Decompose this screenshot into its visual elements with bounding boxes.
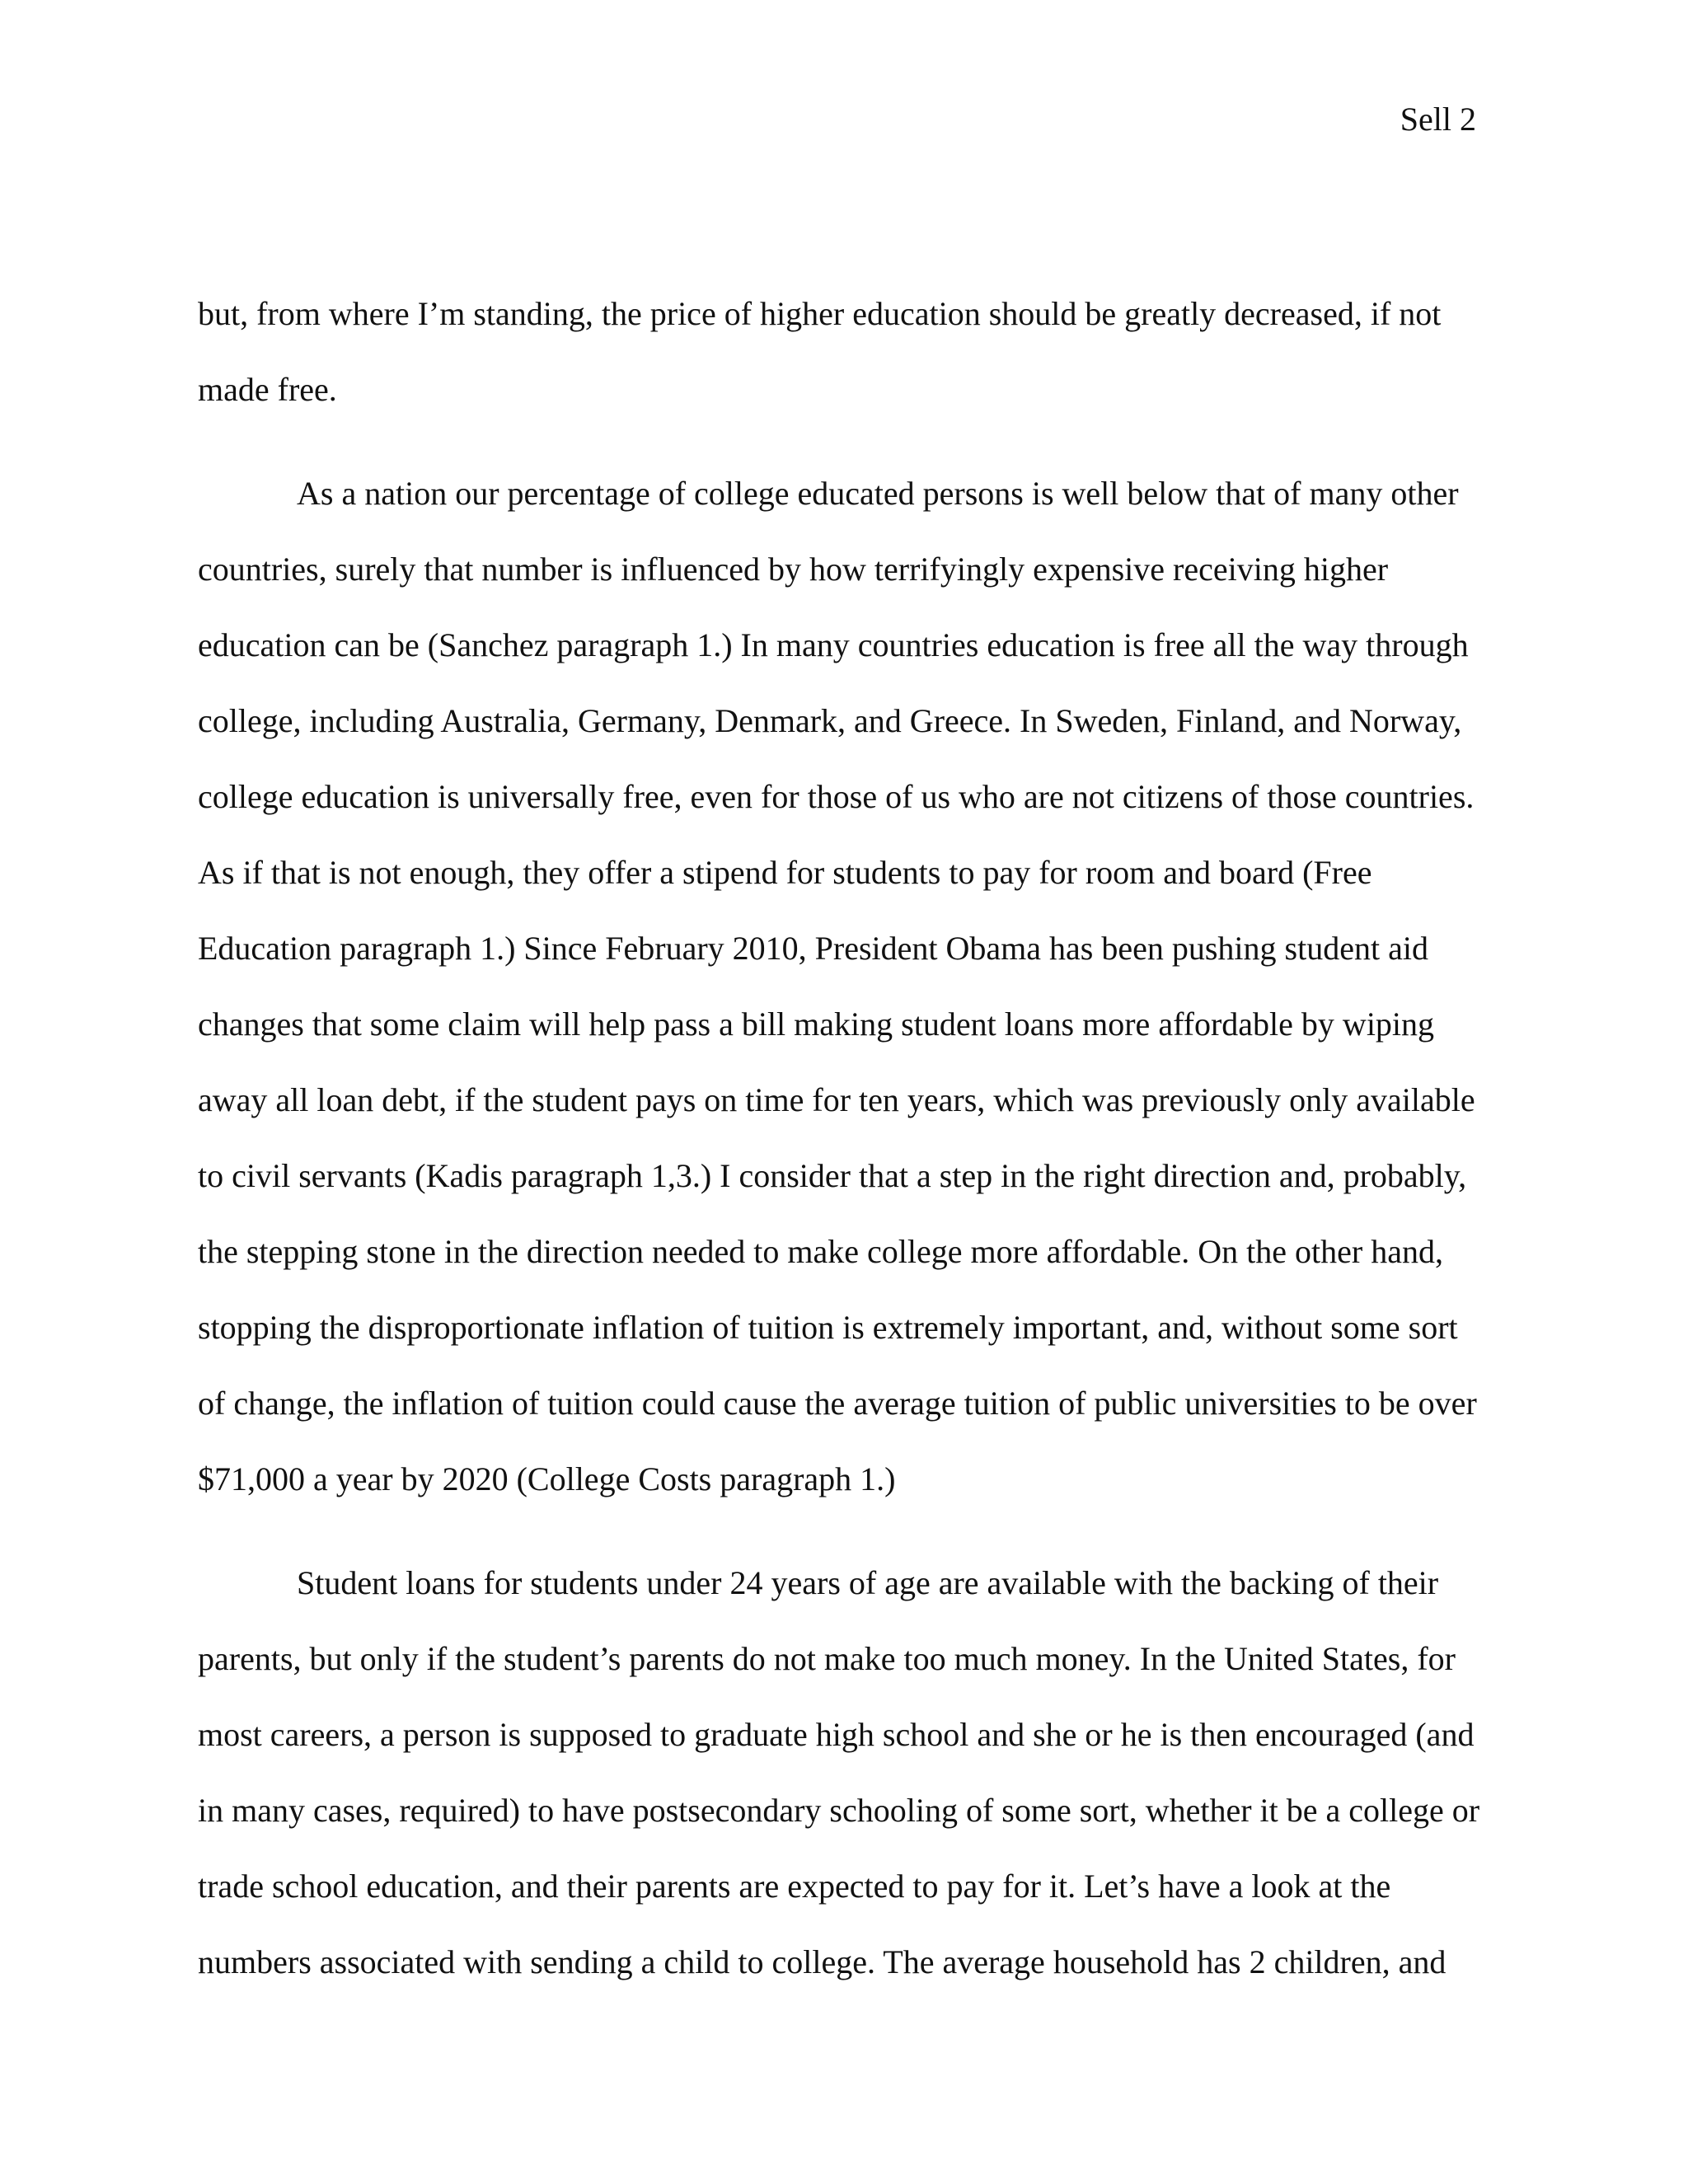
document-body bbox=[198, 276, 1496, 2000]
text-line: but, from where I’m standing, the price of higher education should be greatly decreased, if not bbox=[198, 295, 1442, 332]
text-line: away all loan debt, if the student pays on time for ten years, which was previously only available bbox=[198, 1081, 1475, 1118]
paragraph-gap bbox=[198, 1517, 1496, 1545]
text-line: As if that is not enough, they offer a stipend for students to pay for room and board (Free bbox=[198, 854, 1372, 891]
text-line: made free. bbox=[198, 371, 337, 408]
text-line: numbers associated with sending a child to college. The average household has 2 children, and bbox=[198, 1943, 1447, 1980]
text-line: in many cases, required) to have postsecondary schooling of some sort, whether it be a college or bbox=[198, 1792, 1480, 1829]
paragraph bbox=[198, 456, 1496, 1517]
paragraph bbox=[198, 1545, 1496, 2000]
text-line: most careers, a person is supposed to graduate high school and she or he is then encouraged (and bbox=[198, 1716, 1475, 1753]
text-line: college education is universally free, even for those of us who are not citizens of those countries. bbox=[198, 778, 1475, 815]
text-line: countries, surely that number is influenced by how terrifyingly expensive receiving higher bbox=[198, 551, 1389, 588]
running-head: Sell 2 bbox=[1400, 101, 1476, 138]
text-line: the stepping stone in the direction needed to make college more affordable. On the other hand, bbox=[198, 1233, 1443, 1270]
text-line: of change, the inflation of tuition could cause the average tuition of public universities to be over bbox=[198, 1385, 1477, 1422]
paragraph-gap bbox=[198, 428, 1496, 456]
text-line: Education paragraph 1.) Since February 2010, President Obama has been pushing student aid bbox=[198, 930, 1428, 967]
text-line: parents, but only if the student’s parents do not make too much money. In the United States, for bbox=[198, 1640, 1456, 1677]
paragraph bbox=[198, 276, 1496, 428]
text-line: to civil servants (Kadis paragraph 1,3.) I consider that a step in the right direction and, probably, bbox=[198, 1157, 1467, 1194]
text-line: college, including Australia, Germany, Denmark, and Greece. In Sweden, Finland, and Norway, bbox=[198, 702, 1462, 739]
text-line: $71,000 a year by 2020 (College Costs paragraph 1.) bbox=[198, 1460, 896, 1497]
text-line: trade school education, and their parents are expected to pay for it. Let’s have a look at the bbox=[198, 1868, 1391, 1905]
text-line: education can be (Sanchez paragraph 1.) In many countries education is free all the way through bbox=[198, 626, 1469, 663]
text-line: changes that some claim will help pass a bill making student loans more affordable by wiping bbox=[198, 1005, 1435, 1043]
text-line: Student loans for students under 24 years of age are available with the backing of their bbox=[297, 1564, 1439, 1601]
text-line: As a nation our percentage of college educated persons is well below that of many other bbox=[297, 475, 1459, 512]
text-line: stopping the disproportionate inflation of tuition is extremely important, and, without some sort bbox=[198, 1309, 1458, 1346]
